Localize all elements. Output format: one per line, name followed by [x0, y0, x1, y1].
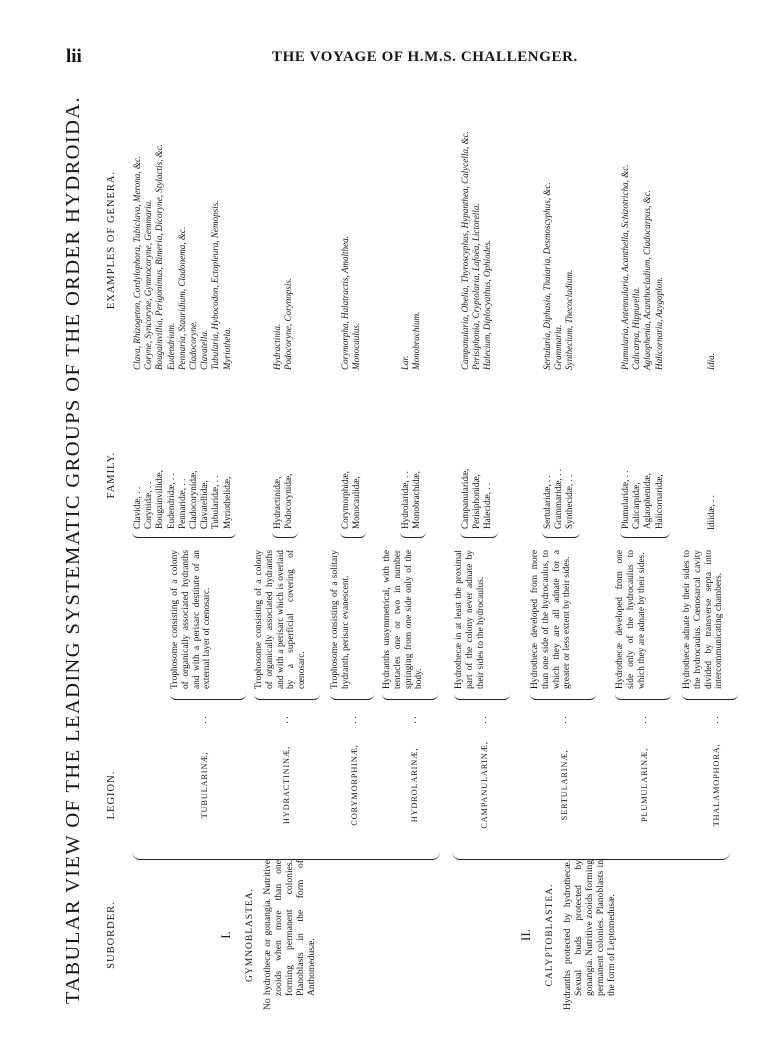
legion-name: TUBULARINÆ, [200, 751, 209, 819]
example-entry: Clava, Rhizogeton, Cordylophora, Tubiclava, Merona, &c. [132, 155, 142, 370]
family-entry: Corynidæ, . . [143, 481, 154, 529]
family-entry: Monocaulidæ, [351, 476, 362, 529]
example-list [620, 102, 665, 370]
legion-description: Hydrothecæ developed from more than one side of the hydrocaulus, to which they are all adnate for a greater or less extent by their sides. [530, 550, 596, 700]
suborder-description: No hydrothecæ or gonangia. Nutritive zooids when more than one forming permanent colonies. Planoblasts in the form of Anthomedusæ. [262, 860, 317, 1010]
family-list [272, 388, 298, 538]
family-entry: Cladocorynidæ, [188, 470, 199, 529]
legion-description: Hydrothecæ developed from one side only of the hydrocaulus to which they are adnate by their sides. [615, 550, 671, 700]
suborder-brace [132, 846, 440, 860]
example-entry: Sertularia, Diphasia, Thuiaria, Desmoscyphus, &c. [542, 182, 552, 370]
family-list [620, 388, 670, 538]
family-entry: Grammaridæ, . . [553, 469, 564, 529]
example-entry: Campanularia, Obelia, Thyroscyphus, Hypanthea, Calycella, &c. [460, 131, 470, 370]
example-entry: Clavatella. [199, 329, 210, 370]
example-entry: Monobrachium. [411, 311, 422, 370]
suborder-block [520, 860, 617, 1010]
example-list [272, 102, 294, 370]
example-entry: Halicornaria, Azygoplon. [653, 276, 664, 370]
legion-name: CAMPANULARINÆ, [480, 741, 489, 829]
family-list [340, 388, 366, 538]
family-entry: Halicornaridæ, [653, 474, 664, 529]
suborder-numeral: I. [218, 931, 233, 939]
family-entry: Hydractinidæ, [272, 476, 282, 529]
example-entry: Pennaria, Stauridium, Cladonema, &c. [176, 226, 187, 370]
rotated-table [60, 90, 740, 1010]
example-entry: Bougainvillia, Perigonimus, Bimeria, Dicoryne, Stylactis, &c. [154, 143, 165, 370]
suborder-block [220, 860, 317, 1010]
running-head: THE VOYAGE OF H.M.S. CHALLENGER. [272, 49, 578, 65]
example-entry: Coryne, Syncoryne, Gymnocoryne, Gemmaria. [143, 199, 154, 370]
family-entry: Monobrachidæ, [411, 471, 422, 529]
example-list [132, 102, 233, 370]
example-entry: Tubularia, Hybocodon, Ectopleura, Nemopsis. [210, 200, 221, 370]
example-entry: Monocaulus. [351, 322, 362, 370]
family-entry: Tubularidæ, . . [210, 475, 221, 529]
leader-dots: . . [280, 716, 291, 724]
example-entry: Lar. [400, 355, 410, 370]
leader-dots: . . [198, 716, 209, 724]
family-entry: Perisiphonidæ, [471, 474, 482, 529]
legion-description: Hydranths unsymmetrical, with the tentacles one or two in number springing from one side only of the body. [382, 550, 438, 700]
family-list [132, 388, 236, 538]
example-entry: Podocoryne, Corynopsis. [283, 277, 294, 370]
header-legion: LEGION. [106, 770, 117, 820]
family-entry: Clavidæ, . . [132, 486, 142, 529]
family-entry: Hydrolaridæ, . . [400, 471, 410, 529]
legion-description: Trophosome consisting of a colony of organically associated hydranths and with a perisarc which is overlaid by a superficial covering of cœnosarc. [254, 550, 320, 700]
example-entry: Plumularia, Antennularia, Acanthella, Schizotricha, &c. [620, 164, 630, 370]
example-list [400, 102, 422, 370]
legion-description: Hydrothecæ in at least the proximal part of the colony never adnate by their sides to the hydrocaulus. [454, 550, 510, 700]
example-entry: Corymorpha, Halatractis, Amalthea. [340, 236, 350, 370]
legion-name: CORYMORPHINÆ, [350, 744, 359, 826]
family-entry: Idiidæ, . . [706, 495, 716, 530]
example-list [706, 102, 717, 370]
header-suborder: SUBORDER. [106, 901, 117, 969]
legion-description: Hydrothecæ adnate by their sides to the hydrocaulus. Cœnosarcal cavity divided by transverse septa into intercommunicating chambers. [682, 550, 738, 700]
family-entry: Synthecidæ, . . [564, 474, 575, 529]
leader-dots: . . [638, 716, 649, 724]
example-list [542, 102, 576, 370]
family-entry: Eudendridæ, . . [165, 473, 176, 529]
family-entry: Halecidæ, . . [482, 482, 493, 529]
page-header [0, 0, 776, 70]
example-list [460, 102, 494, 370]
example-entry: Idia. [706, 353, 716, 370]
legion-name: THALAMOPHORA, [712, 743, 721, 827]
family-entry: Corymorphidæ, [340, 471, 350, 529]
example-entry: Hydractinia. [272, 323, 282, 370]
family-entry: Aglaophenidæ, [642, 473, 653, 529]
table-title: TABULAR VIEW OF THE LEADING SYSTEMATIC GROUPS OF THE ORDER HYDROIDA. [62, 95, 84, 1005]
leader-dots: . . [478, 716, 489, 724]
suborder-name: CALYPTOBLASTEA. [545, 883, 555, 987]
leader-dots: . . [408, 716, 419, 724]
example-entry: Myriothela. [221, 327, 232, 370]
family-list [542, 388, 580, 538]
legion-name: HYDRACTININÆ, [282, 745, 291, 825]
example-entry: Grammaria. [553, 324, 564, 370]
suborder-numeral: II. [518, 929, 533, 941]
example-entry: Halecium, Diplocyathus, Ophiodes. [482, 239, 493, 370]
example-entry: Synthecium, Thecocladium. [564, 269, 575, 370]
leader-dots: . . [710, 716, 721, 724]
example-entry: Calicarpa, Hippurella. [631, 286, 642, 370]
family-entry: Myriothelidæ, [221, 476, 232, 529]
family-entry: Plumularidæ, . . [620, 470, 630, 529]
family-entry: Campanularidæ, [460, 468, 470, 529]
family-entry: Podocorynidæ, [283, 473, 294, 529]
example-entry: Eudendrium. [165, 322, 176, 370]
header-family: FAMILY. [106, 451, 117, 499]
legion-name: SERTULARINÆ, [560, 749, 569, 821]
family-list [460, 388, 498, 538]
page-number: lii [66, 46, 82, 67]
family-list [706, 388, 720, 538]
legion-name: PLUMULARINÆ, [640, 747, 649, 823]
example-entry: Perisiphonia, Cryptolaria, Lafoëa, Lictorella. [471, 203, 482, 370]
legion-description: Trophosome consisting of a colony of organically associated hydranths and with a perisarc destitute of an external layer of cœnosarc. [170, 550, 246, 700]
legion-description: Trophosome consisting of a solitary hydranth, perisarc evanescent. [330, 550, 374, 700]
suborder-name: GYMNOBLASTEA. [245, 888, 255, 983]
suborder-brace [452, 846, 730, 860]
example-entry: Cladocoryne. [188, 320, 199, 370]
example-list [340, 102, 362, 370]
header-examples: EXAMPLES OF GENERA. [106, 170, 117, 310]
family-entry: Calicarpidæ, [631, 482, 642, 529]
family-list [400, 388, 426, 538]
example-entry: Aglaophenia, Acanthocladium, Cladocarpus, &c. [642, 190, 653, 370]
family-entry: Sertularidæ, . . [542, 475, 552, 529]
family-entry: Clavatellidæ, [199, 480, 210, 529]
legion-name: HYDROLARINÆ, [410, 747, 419, 823]
leader-dots: . . [348, 716, 359, 724]
family-entry: Bougainvillidæ, [154, 470, 165, 529]
leader-dots: . . [558, 716, 569, 724]
family-entry: Pennaridæ, . . [176, 478, 187, 529]
suborder-description: Hydranths protected by hydrothecæ. Sexual buds protected by gonangia. Nutritive zooids forming permanent colonies. Planoblasts in the form of Leptomedusæ. [562, 860, 617, 1010]
